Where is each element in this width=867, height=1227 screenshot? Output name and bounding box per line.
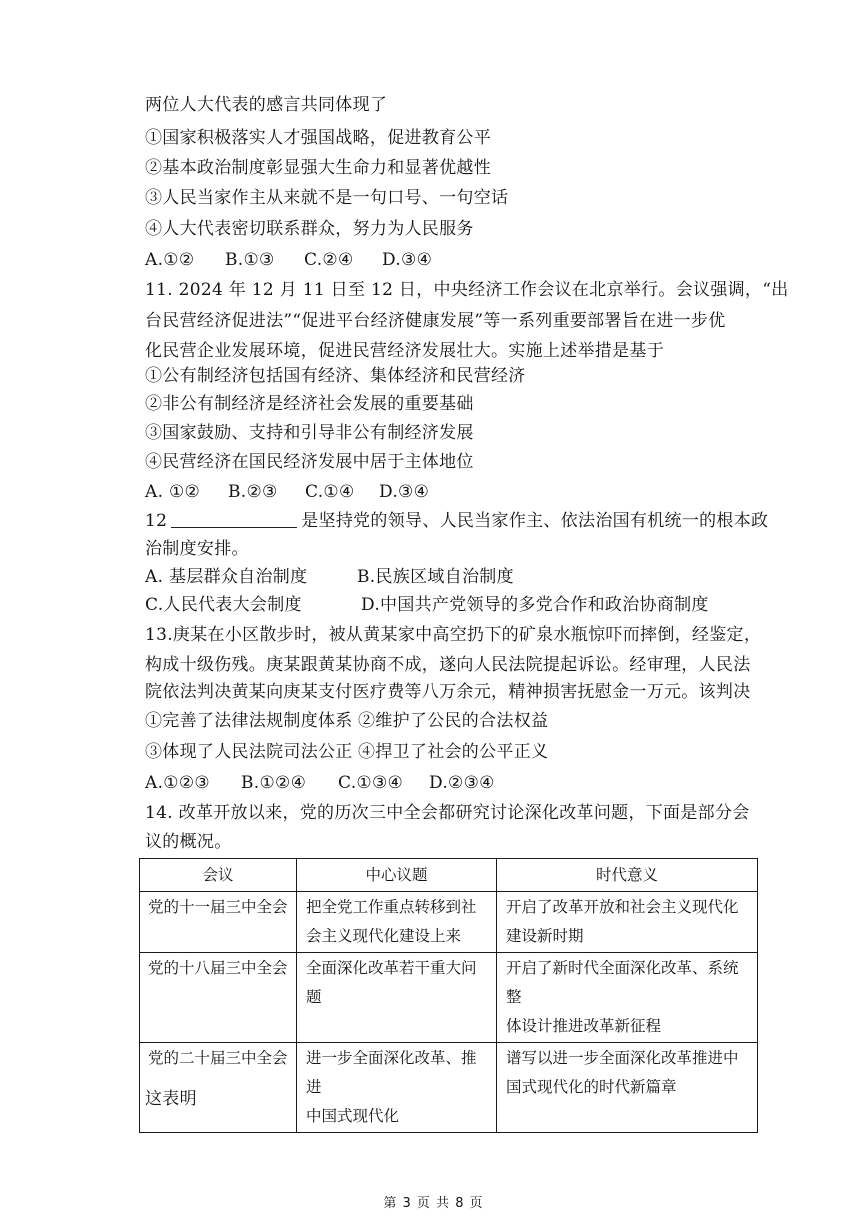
topic-line: 全面深化改革若干重大问 (306, 959, 477, 977)
q14-stem-line-1: 14. 改革开放以来，党的历次三中全会都研究讨论深化改革问题，下面是部分会 (145, 803, 750, 823)
q10-options (145, 249, 432, 271)
q13-items-row-2 (145, 741, 548, 763)
topic-line: 中国式现代化 (306, 1107, 400, 1125)
meaning-line: 开启了新时代全面深化改革、系统整 (506, 959, 739, 1006)
table-row (140, 1043, 758, 1133)
meaning-cell (497, 892, 758, 953)
q10-option-c: C.②④ (304, 250, 354, 270)
meaning-line: 开启了改革开放和社会主义现代化 (506, 898, 739, 916)
q13-item-1: ①完善了法律法规制度体系 (145, 711, 353, 731)
q12-option-a: A. 基层群众自治制度 (145, 567, 308, 587)
q12-option-c: C.人民代表大会制度 (145, 595, 302, 615)
q13-stem-line-2: 构成十级伤残。庚某跟黄某协商不成，遂向人民法院提起诉讼。经审理，人民法 (145, 655, 751, 675)
q14-conclusion: 这表明 (145, 1089, 197, 1109)
topic-cell (297, 892, 497, 953)
meeting-cell: 党的十一届三中全会 (140, 892, 297, 953)
table-header-row (140, 859, 758, 892)
q12-stem-line-2: 治制度安排。 (145, 539, 249, 559)
q11-option-b: B.②③ (228, 482, 278, 502)
meaning-cell (497, 953, 758, 1043)
q11-options (145, 481, 429, 503)
q10-stem: 两位人大代表的感言共同体现了 (145, 95, 388, 115)
topic-cell (297, 1043, 497, 1133)
q14-stem-line-2: 议的概况。 (145, 832, 232, 852)
topic-cell (297, 953, 497, 1043)
q10-item-4: ④人大代表密切联系群众，努力为人民服务 (145, 219, 474, 239)
q11-stem-line-3: 化民营企业发展环境，促进民营经济发展壮大。实施上述举措是基于 (145, 341, 664, 361)
meaning-line: 建设新时期 (506, 927, 584, 945)
q13-stem-line-1: 13.庚某在小区散步时，被从黄某家中高空扔下的矿泉水瓶惊吓而摔倒，经鉴定， (145, 625, 762, 645)
topic-line: 题 (306, 988, 322, 1006)
q12-option-d: D.中国共产党领导的多党合作和政治协商制度 (361, 595, 709, 615)
page-footer: 第 3 页 共 8 页 (383, 1196, 484, 1211)
meaning-line: 国式现代化的时代新篇章 (506, 1078, 677, 1096)
q13-item-2: ②维护了公民的合法权益 (358, 711, 549, 731)
meeting-cell: 党的十八届三中全会 (140, 953, 297, 1043)
q11-stem-line-2: 台民营经济促进法”“促进平台经济健康发展”等一系列重要部署旨在进一步优 (145, 311, 726, 331)
q13-item-4: ④捍卫了社会的公平正义 (358, 742, 549, 762)
q10-item-1: ①国家积极落实人才强国战略，促进教育公平 (145, 128, 491, 148)
q10-option-b: B.①③ (225, 250, 275, 270)
topic-line: 会主义现代化建设上来 (306, 927, 462, 945)
q11-item-2: ②非公有制经济是经济社会发展的重要基础 (145, 394, 474, 414)
q12-stem-line-1 (145, 509, 768, 532)
q11-item-4: ④民营经济在国民经济发展中居于主体地位 (145, 452, 474, 472)
q12-stem-text: 是坚持党的领导、人民当家作主、依法治国有机统一的根本政 (301, 511, 769, 531)
q10-item-2: ②基本政治制度彰显强大生命力和显著优越性 (145, 158, 491, 178)
q13-stem-line-3: 院依法判决黄某向庚某支付医疗费等八万余元，精神损害抚慰金一万元。该判决 (145, 682, 751, 702)
q11-option-a: A. ①② (145, 482, 201, 502)
header-topic: 中心议题 (297, 859, 497, 892)
q11-option-d: D.③④ (379, 482, 430, 502)
q10-option-a: A.①② (145, 250, 195, 270)
q10-item-3: ③人民当家作主从来就不是一句口号、一句空话 (145, 188, 509, 208)
q11-item-3: ③国家鼓励、支持和引导非公有制经济发展 (145, 423, 474, 443)
plenum-table (139, 858, 758, 1133)
meaning-line: 谱写以进一步全面深化改革推进中 (506, 1049, 739, 1067)
q12-answer-blank (171, 509, 297, 528)
q12-options-row-1 (145, 566, 514, 588)
q10-option-d: D.③④ (382, 250, 433, 270)
topic-line: 把全党工作重点转移到社 (306, 898, 477, 916)
q13-items-row-1 (145, 710, 548, 732)
q11-option-c: C.①④ (305, 482, 355, 502)
q13-option-a: A.①②③ (145, 773, 210, 793)
q13-option-b: B.①②④ (241, 773, 307, 793)
q12-number: 12 (145, 511, 168, 531)
q11-stem-line-1: 11. 2024 年 12 月 11 日至 12 日，中央经济工作会议在北京举行。会议强调，“出 (145, 280, 789, 300)
header-meaning: 时代意义 (497, 859, 758, 892)
q13-item-3: ③体现了人民法院司法公正 (145, 742, 353, 762)
q12-option-b: B.民族区域自治制度 (357, 567, 514, 587)
table-row (140, 953, 758, 1043)
table-row (140, 892, 758, 953)
q13-options (145, 772, 495, 794)
topic-line: 进一步全面深化改革、推进 (306, 1049, 477, 1096)
q12-options-row-2 (145, 594, 709, 616)
header-meeting: 会议 (140, 859, 297, 892)
q11-item-1: ①公有制经济包括国有经济、集体经济和民营经济 (145, 366, 526, 386)
q13-option-c: C.①③④ (338, 773, 404, 793)
meeting-cell: 党的二十届三中全会 (140, 1043, 297, 1133)
q13-option-d: D.②③④ (429, 773, 495, 793)
meaning-cell (497, 1043, 758, 1133)
meaning-line: 体设计推进改革新征程 (506, 1017, 662, 1035)
